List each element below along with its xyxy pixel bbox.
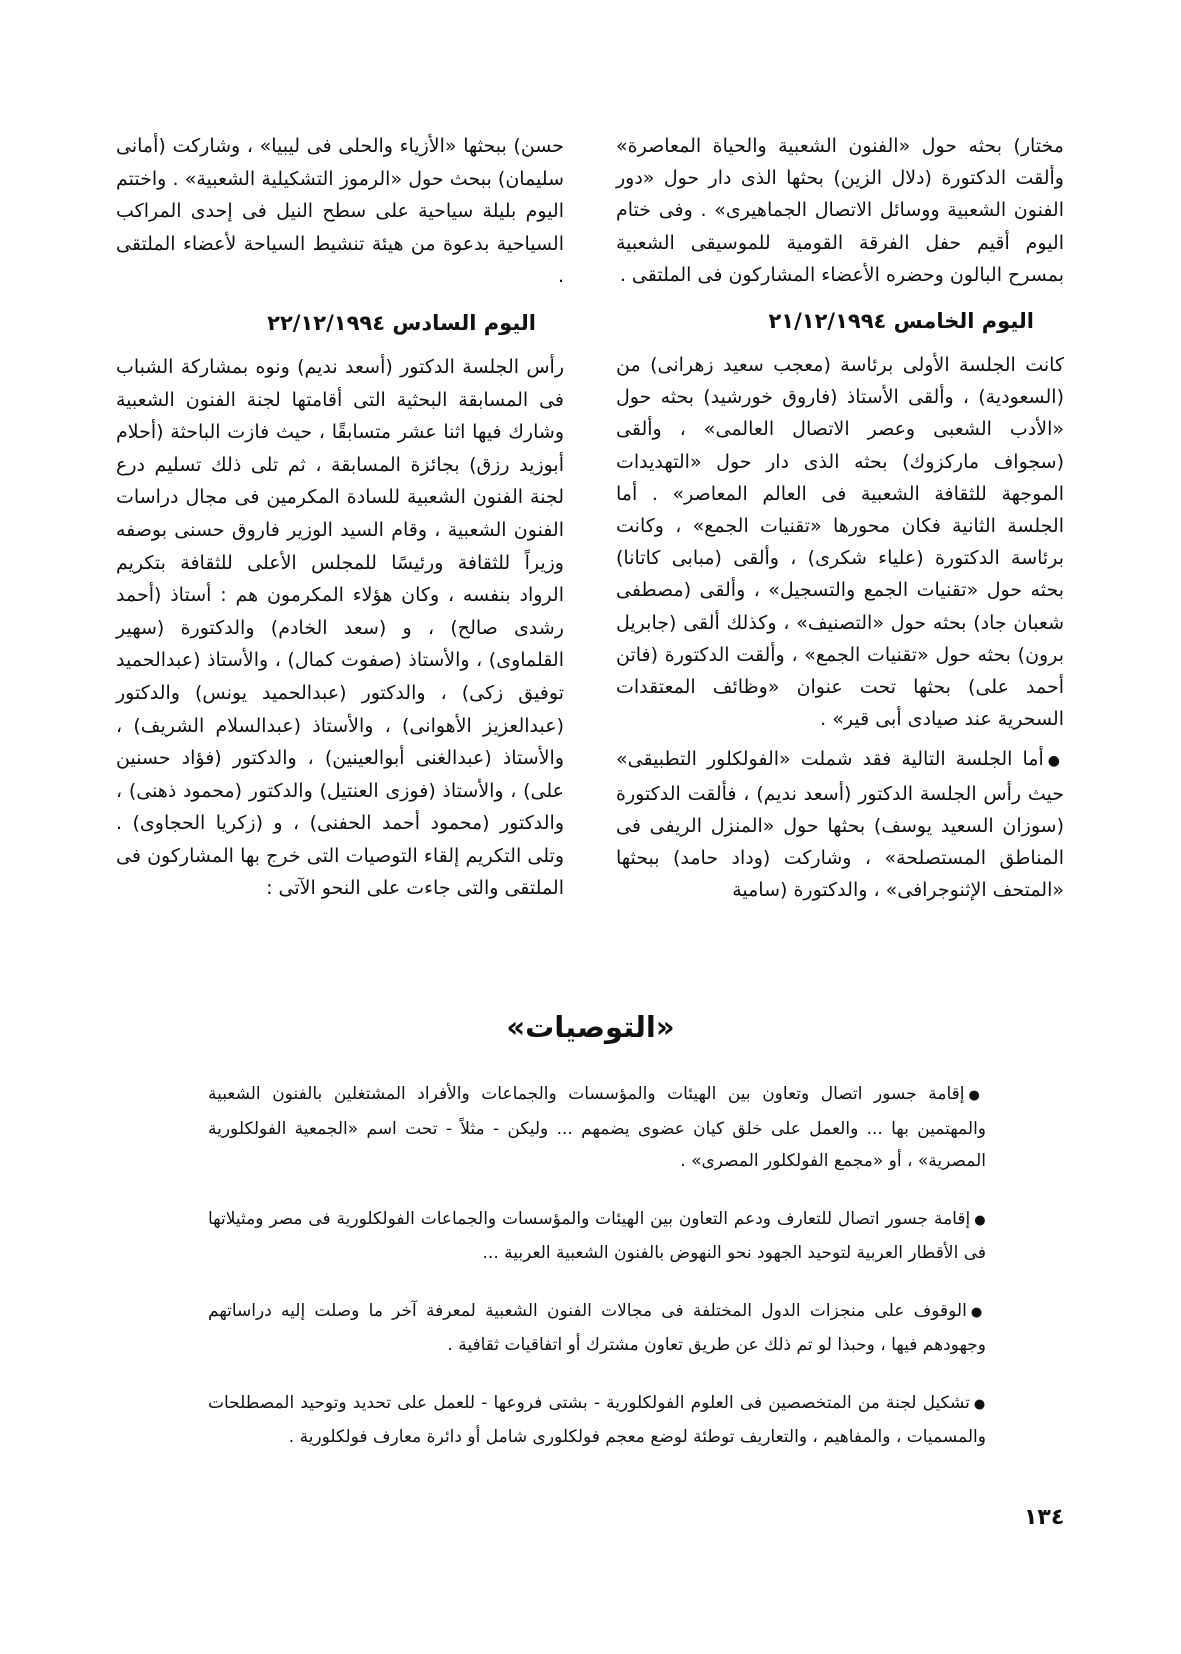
left-column <box>116 130 564 905</box>
day5-bullet-text: أما الجلسة التالية فقد شملت «الفولكلور التطبيقى» حيث رأس الجلسة الدكتور (أسعد نديم) ، فألقت الدكتورة (سوزان السعيد يوسف) بحثها حول «المنزل الريفى فى المناطق المستصلحة» ، وشاركت (وداد حامد) ببحثها «المتحف الإثنوجرافى» ، والدكتورة (سامية <box>616 748 1064 902</box>
recommendation-item: ●الوقوف على منجزات الدول المختلفة فى مجالات الفنون الشعبية لمعرفة آخر ما وصلت إليه دراساتهم وجهودهم فيها ، وحبذا لو تم ذلك عن طريق تعاون مشترك أو اتفاقيات ثقافية . <box>208 1300 987 1355</box>
day6-heading: اليوم السادس ٢٢/١٢/١٩٩٤ <box>267 310 536 335</box>
recommendation-item: ●إقامة جسور اتصال للتعارف ودعم التعاون بين الهيئات والمؤسسات والجماعات الفولكلورية فى مصر ومثيلاتها فى الأقطار العربية لتوحيد الجهود نحو النهوض بالفنون الشعبية العربية ... <box>208 1208 987 1263</box>
recommendation-item: ●إقامة جسور اتصال وتعاون بين الهيئات والمؤسسات والجماعات والأفراد المشتغلين بالفنون الشعبية والمهتمين بها ... والعمل على خلق كيان عضوى يضمهم ... وليكن - مثلاً - تحت اسم «الجمعية الفولكلورية المصرية» ، أو «مجمع الفولكلور المصرى» . <box>208 1084 986 1171</box>
day6-paragraph: رأس الجلسة الدكتور (أسعد نديم) ونوه بمشاركة الشباب فى المسابقة البحثية التى أقامتها لجنة الفنون الشعبية وشارك فيها اثنا عشر متسابقًا ، حيث فازت الباحثة (أحلام أبوزيد رزق) بجائزة المسابقة ، ثم تلى ذلك تسليم درع لجنة الفنون الشعبية للسادة المكرمين فى مجال دراسات الفنون الشعبية ، وقام السيد الوزير فاروق حسنى بوصفه وزيراً للثقافة ورئيسًا للمجلس الأعلى للثقافة بتكريم الرواد بنفسه ، وكان هؤلاء المكرمون هم : أستاذ (أحمد رشدى صالح) ، و (سعد الخادم) والدكتورة (سهير القلماوى) ، والأستاذ (صفوت كمال) ، والأستاذ (عبدالحميد توفيق زكى) ، والدكتور (عبدالحميد يونس) والدكتور (عبدالعزيز الأهوانى) ، والأستاذ (عبدالسلام الشريف) ، والأستاذ (عبدالغنى أبوالعينين) ، والدكتور (فؤاد حسنين على) ، والأستاذ (فوزى العنتيل) والدكتور (محمود ذهنى) ، والدكتور (محمود أحمد الحفنى) ، و (زكريا الحجاوى) . وتلى التكريم إلقاء التوصيات التى خرج بها المشاركون فى الملتقى والتى جاءت على النحو الآتى : <box>116 355 564 900</box>
recommendations-list <box>208 1078 986 1479</box>
recommendations-title: «التوصيات» <box>506 1010 675 1044</box>
bullet-icon: ● <box>973 1396 987 1412</box>
right-column <box>616 130 1064 906</box>
day5-heading: اليوم الخامس ٢١/١٢/١٩٩٤ <box>768 309 1034 334</box>
bullet-icon: ● <box>974 1212 987 1228</box>
recommendation-item: ●تشكيل لجنة من المتخصصين فى العلوم الفولكلورية - بشتى فروعها - للعمل على تحديد وتوحيد المصطلحات والمسميات ، والمفاهيم ، والتعاريف توطئة لوضع معجم فولكلورى شامل أو دائرة معارف فولكلورية . <box>208 1392 987 1447</box>
bullet-icon: ● <box>970 1304 987 1320</box>
left-column-intro: حسن) ببحثها «الأزياء والحلى فى ليبيا» ، وشاركت (أمانى سليمان) ببحث حول «الرموز التشكيلية الشعبية» . واختتم اليوم بليلة سياحية على سطح النيل فى إحدى المراكب السياحية بدعوة من هيئة تنشيط السياحة لأعضاء الملتقى . <box>116 135 564 288</box>
right-column-intro: مختار) بحثه حول «الفنون الشعبية والحياة المعاصرة» وألقت الدكتورة (دلال الزين) بحثها الذى دار حول «دور الفنون الشعبية ووسائل الاتصال الجماهيرى» . وفى ختام اليوم أقيم حفل الفرقة القومية للموسيقى الشعبية بمسرح البالون وحضره الأعضاء المشاركون فى الملتقى . <box>616 135 1064 286</box>
day5-paragraph: كانت الجلسة الأولى برئاسة (معجب سعيد زهرانى) من (السعودية) ، وألقى الأستاذ (فاروق خورشيد) بحثه حول «الأدب الشعبى وعصر الاتصال العالمى» ، وألقى (سجواف ماركزوك) بحثه الذى دار حول «التهديدات الموجهة للثقافة الشعبية فى العالم المعاصر» . أما الجلسة الثانية فكان محورها «تقنيات الجمع» ، وكانت برئاسة الدكتورة (علياء شكرى) ، وألقى (مبابى كاتانا) بحثه حول «تقنيات الجمع والتسجيل» ، وألقى (مصطفى شعبان جاد) بحثه حول «التصنيف» ، وكذلك ألقى (جابريل برون) بحثه حول «تقنيات الجمع» ، وألقت الدكتورة (فاتن أحمد على) بحثها تحت عنوان «وظائف المعتقدات السحرية عند صيادى أبى قير» . <box>616 354 1064 731</box>
bullet-icon: ● <box>1047 753 1064 770</box>
day5-bullet-paragraph <box>616 743 1064 906</box>
page-number: ١٣٤ <box>1024 1505 1065 1530</box>
bullet-icon: ● <box>968 1088 986 1103</box>
